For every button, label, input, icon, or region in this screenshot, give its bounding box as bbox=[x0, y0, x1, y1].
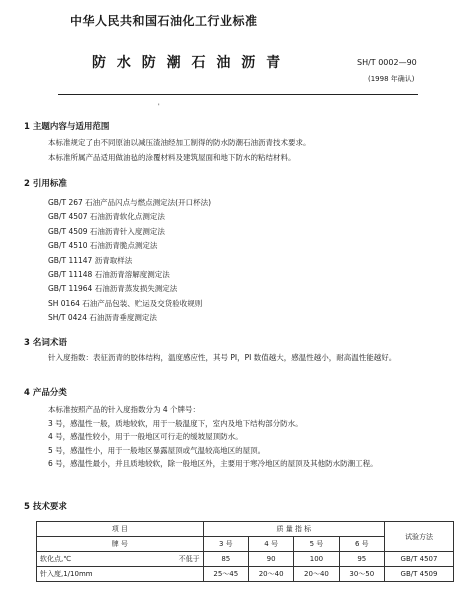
row-value: 30～50 bbox=[339, 567, 384, 582]
section-3-para-1: 针入度指数：表征沥青的胶体结构，温度感应性，其号 PI，PI 数值越大，感温性越小，耐高温性能越好。 bbox=[48, 353, 397, 362]
reference-item: GB/T 4510 石油沥青脆点测定法 bbox=[48, 241, 158, 251]
section-1-heading: 1 主题内容与适用范围 bbox=[24, 122, 110, 132]
row-value: 85 bbox=[203, 552, 248, 567]
row-item: 针入度,1/10mm bbox=[37, 567, 151, 582]
row-item: 软化点,℃ bbox=[37, 552, 151, 567]
stray-mark: ' bbox=[158, 103, 160, 110]
reference-item: GB/T 11147 沥青取样法 bbox=[48, 255, 133, 265]
header-method: 试验方法 bbox=[385, 522, 454, 552]
header-quality: 质 量 指 标 bbox=[203, 522, 384, 537]
reference-item: GB/T 267 石油产品闪点与燃点测定法(开口杯法) bbox=[48, 198, 211, 207]
header-divider bbox=[58, 94, 418, 95]
row-value: 25～45 bbox=[203, 567, 248, 582]
grade-cell: 4 号 bbox=[248, 537, 293, 552]
technical-requirements-table bbox=[36, 521, 454, 582]
document-title: 防 水 防 潮 石 油 沥 青 bbox=[92, 55, 284, 71]
category-item: 5 号，感温性小，用于一般地区暴露屋顶或气温较高地区的屋顶。 bbox=[48, 445, 266, 455]
row-condition bbox=[150, 567, 203, 582]
table-row bbox=[37, 552, 454, 567]
row-method: GB/T 4509 bbox=[385, 567, 454, 582]
category-item: 6 号，感温性最小，并且质地较软，除一般地区外，主要用于寒冷地区的屋顶及其他防水防潮工程。 bbox=[48, 459, 378, 468]
row-method: GB/T 4507 bbox=[385, 552, 454, 567]
section-5-heading: 5 技术要求 bbox=[24, 502, 67, 512]
grade-cell: 3 号 bbox=[203, 537, 248, 552]
category-item: 4 号，感温性较小，用于一般地区可行走的缓坡屋顶防水。 bbox=[48, 432, 243, 441]
confirmation-year: (1998 年确认) bbox=[368, 75, 415, 83]
category-intro: 本标准按照产品的针入度指数分为 4 个牌号： bbox=[48, 405, 201, 414]
section-4-heading: 4 产品分类 bbox=[24, 388, 67, 398]
header-item: 项 目 bbox=[37, 522, 204, 537]
section-2-heading: 2 引用标准 bbox=[24, 179, 67, 189]
section-1-para-1: 本标准规定了由不同原油以减压渣油经加工制得的防水防潮石油沥青技术要求。 bbox=[48, 138, 311, 147]
section-3-heading: 3 名词术语 bbox=[24, 338, 67, 348]
row-value: 20～40 bbox=[248, 567, 293, 582]
industry-standard-title: 中华人民共和国石油化工行业标准 bbox=[70, 14, 258, 28]
grade-cell: 5 号 bbox=[294, 537, 339, 552]
section-1-para-2: 本标准所属产品适用做油毡的涂覆材料及建筑屋面和地下防水的粘结材料。 bbox=[48, 153, 296, 162]
reference-item: GB/T 11964 石油沥青蒸发损失测定法 bbox=[48, 284, 178, 294]
row-condition: 不低于 bbox=[150, 552, 203, 567]
row-value: 90 bbox=[248, 552, 293, 567]
reference-item: SH 0164 石油产品包装、贮运及交货验收规则 bbox=[48, 298, 203, 308]
row-value: 95 bbox=[339, 552, 384, 567]
category-list bbox=[48, 403, 448, 471]
table-row bbox=[37, 567, 454, 582]
header-grade-label: 牌 号 bbox=[37, 537, 204, 552]
standard-code: SH/T 0002—90 bbox=[357, 58, 417, 67]
reference-list bbox=[48, 196, 211, 326]
reference-item: GB/T 11148 石油沥青溶解度测定法 bbox=[48, 269, 170, 279]
reference-item: SH/T 0424 石油沥青垂度测定法 bbox=[48, 313, 157, 323]
grade-cell: 6 号 bbox=[339, 537, 384, 552]
row-value: 100 bbox=[294, 552, 339, 567]
row-value: 20～40 bbox=[294, 567, 339, 582]
category-item: 3 号，感温性一般，质地较软，用于一般温度下，室内及地下结构部分防水。 bbox=[48, 418, 303, 428]
table-header-row bbox=[37, 522, 454, 537]
reference-item: GB/T 4509 石油沥青针入度测定法 bbox=[48, 226, 165, 236]
reference-item: GB/T 4507 石油沥青软化点测定法 bbox=[48, 212, 165, 222]
